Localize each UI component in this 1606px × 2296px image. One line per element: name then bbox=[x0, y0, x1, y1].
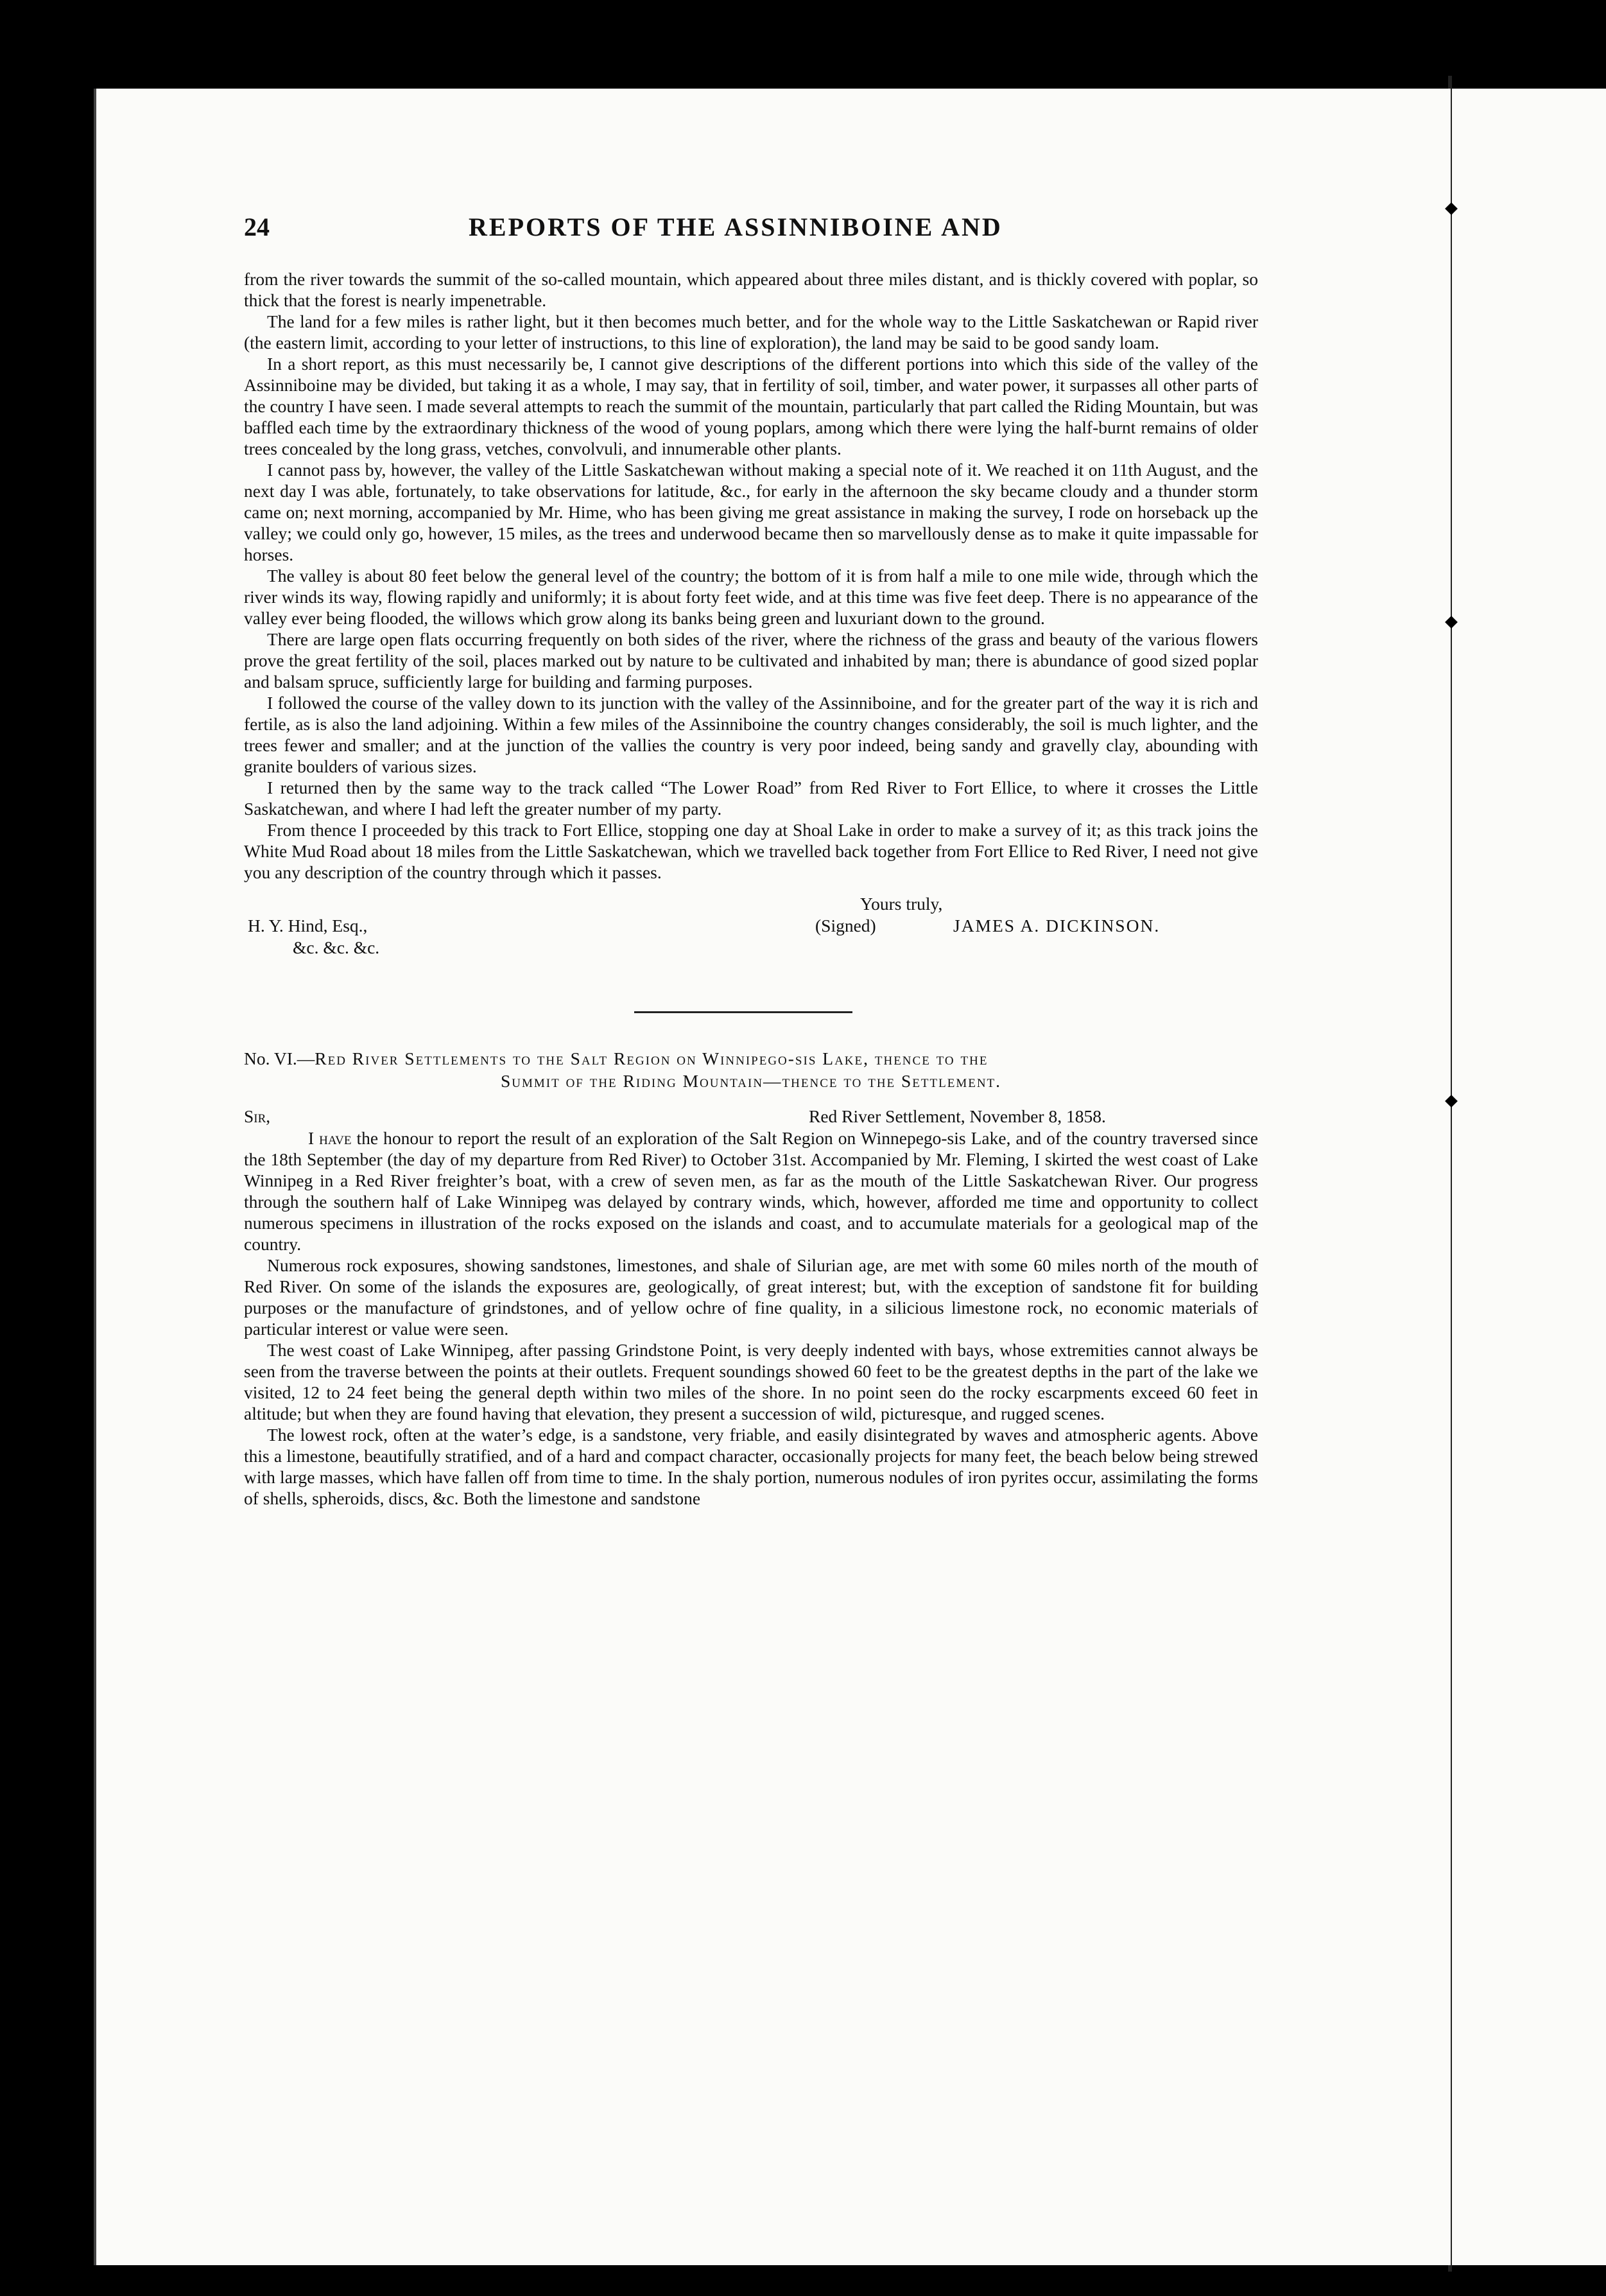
signed-label: (Signed) bbox=[815, 916, 876, 935]
signature-block bbox=[244, 893, 1258, 964]
paragraph: The valley is about 80 feet below the general level of the country; the bottom of it is from half a mile to one mile wide, through which the river winds its way, flowing rapidly and uniformly; it is about forty feet wide, and at this time was five feet deep. There is no appearance of the valley ever being flooded, the willows which grow along its banks being green and luxuriant down to the ground. bbox=[244, 566, 1258, 628]
letter-body bbox=[244, 268, 1258, 883]
section-title-line1: Red River Settlements to the Salt Region on Winnipego-sis Lake, thence to the bbox=[315, 1048, 989, 1068]
salutation: Sir, bbox=[244, 1106, 271, 1126]
section-title-line2: Summit of the Riding Mountain—thence to the Settlement. bbox=[500, 1071, 1002, 1091]
addressee: H. Y. Hind, Esq., bbox=[248, 916, 368, 935]
report-body bbox=[244, 1127, 1258, 1509]
lead-words: I have bbox=[308, 1128, 352, 1148]
paragraph: In a short report, as this must necessarily be, I cannot give descriptions of the different portions into which this side of the valley of the Assinniboine may be divided, but taking it as a whole, I may say, that in fertility of soil, timber, and water power, it surpasses all other parts of the country I have seen. I made several attempts to reach the summit of the mountain, particularly that part called the Riding Mountain, but was baffled each time by the extraordinary thickness of the wood of young poplars, among which there were lying the half-burnt remains of older trees concealed by the long grass, vetches, convolvuli, and innumerable other plants. bbox=[244, 354, 1259, 458]
section-divider bbox=[634, 1011, 852, 1013]
addressee-etc: &c. &c. &c. bbox=[293, 937, 380, 957]
paragraph: I returned then by the same way to the track called “The Lower Road” from Red River to Fort Ellice, to where it crosses the Little Saskatchewan, and where I had left the greater number of my party. bbox=[244, 778, 1258, 819]
paragraph: The lowest rock, often at the water’s edge, is a sandstone, very friable, and easily disintegrated by waves and atmospheric agents. Above this a limestone, beautifully stratified, and of a hard and compact character, occasionally projects for many feet, the beach below being strewed with large masses, which have fallen off from time to time. In the shaly portion, numerous nodules of iron pyrites occur, assimilating the forms of shells, spheroids, discs, &c. Both the limestone and sandstone bbox=[244, 1425, 1258, 1508]
closing: Yours truly, bbox=[860, 894, 943, 914]
facing-page bbox=[1452, 89, 1606, 2265]
paragraph: There are large open flats occurring frequently on both sides of the river, where the richness of the grass and beauty of the various flowers prove the great fertility of the soil, places marked out by nature to be cultivated and inhabited by man; there is abundance of good sized poplar and balsam spruce, sufficiently large for building and farming purposes. bbox=[244, 629, 1258, 691]
page-number: 24 bbox=[244, 213, 270, 241]
paragraph: I cannot pass by, however, the valley of the Little Saskatchewan without making a special note of it. We reached it on 11th August, and the next day I was able, fortunately, to take observations for latitude, &c., for early in the afternoon the sky became cloudy and a thunder storm came on; next morning, accompanied by Mr. Hime, who has been giving me great assistance in making the survey, I rode on horseback up the valley; we could only go, however, 15 miles, as the trees and underwood became then so marvellously dense as to make it quite impassable for horses. bbox=[244, 460, 1258, 564]
page-text bbox=[244, 212, 1258, 1509]
paragraph-text: the honour to report the result of an exploration of the Salt Region on Winnepego-sis Lake, and of the country traversed since the 18th September (the day of my departure from Red River) to October 31st. Accompanied by Mr. Fleming, I skirted the west coast of Lake Winnipeg in a Red River freighter’s boat, with a crew of seven men, as far as the mouth of the Little Saskatchewan River. Our progress through the southern half of Lake Winnipeg was delayed by contrary winds, which, however, afforded me time and opportunity to collect numerous specimens in illustration of the rocks exposed on the islands and coast, and to accumulate materials for a geological map of the country. bbox=[244, 1128, 1259, 1254]
dateline: Red River Settlement, November 8, 1858. bbox=[809, 1106, 1106, 1126]
running-head bbox=[244, 212, 1258, 250]
signatory: JAMES A. DICKINSON. bbox=[953, 916, 1161, 935]
section-heading bbox=[244, 1048, 1258, 1069]
paragraph: Numerous rock exposures, showing sandstones, limestones, and shale of Silurian age, are met with some 60 miles north of the mouth of Red River. On some of the islands the exposures are, geologically, of great interest; but, with the exception of sandstone fit for building purposes or the manufacture of grindstones, and of yellow ochre of fine quality, in a silicious limestone rock, no economic materials of particular interest or value were seen. bbox=[244, 1255, 1258, 1339]
paragraph: From thence I proceeded by this track to Fort Ellice, stopping one day at Shoal Lake in order to make a survey of it; as this track joins the White Mud Road about 18 miles from the Little Saskatchewan, which we travelled back together from Fort Ellice to Red River, I need not give you any description of the country through which it passes. bbox=[244, 820, 1258, 882]
paragraph: The land for a few miles is rather light, but it then becomes much better, and for the whole way to the Little Saskatchewan or Rapid river (the eastern limit, according to your letter of instructions, to this line of exploration), the land may be said to be good sandy loam. bbox=[244, 311, 1258, 352]
running-title: REPORTS OF THE ASSINNIBOINE AND bbox=[469, 213, 1003, 241]
paragraph: The west coast of Lake Winnipeg, after passing Grindstone Point, is very deeply indented with bays, whose extremities cannot always be seen from the traverse between the points at their outlets. Frequent soundings showed 60 feet to be the greatest depths in the part of the lake we visited, 12 to 24 feet being the general depth within two miles of the shore. In no point seen do the rocky escarpments exceed 60 feet in altitude; but when they are found having that elevation, they present a succession of wild, picturesque, and rugged scenes. bbox=[244, 1340, 1258, 1423]
section-number: No. VI.— bbox=[244, 1048, 315, 1068]
salutation-line bbox=[244, 1106, 1258, 1127]
paragraph bbox=[244, 1127, 1258, 1255]
paragraph: I followed the course of the valley down to its junction with the valley of the Assinniboine, and for the greater part of the way it is rich and fertile, as is also the land adjoining. Within a few miles of the Assinniboine the country changes considerably, the soil is much lighter, and the trees fewer and smaller; and at the junction of the vallies the country is very poor indeed, being sandy and gravelly clay, abounding with granite boulders of various sizes. bbox=[244, 693, 1258, 776]
paragraph: from the river towards the summit of the so-called mountain, which appeared about three miles distant, and is thickly covered with poplar, so thick that the forest is nearly impenetrable. bbox=[244, 269, 1258, 310]
